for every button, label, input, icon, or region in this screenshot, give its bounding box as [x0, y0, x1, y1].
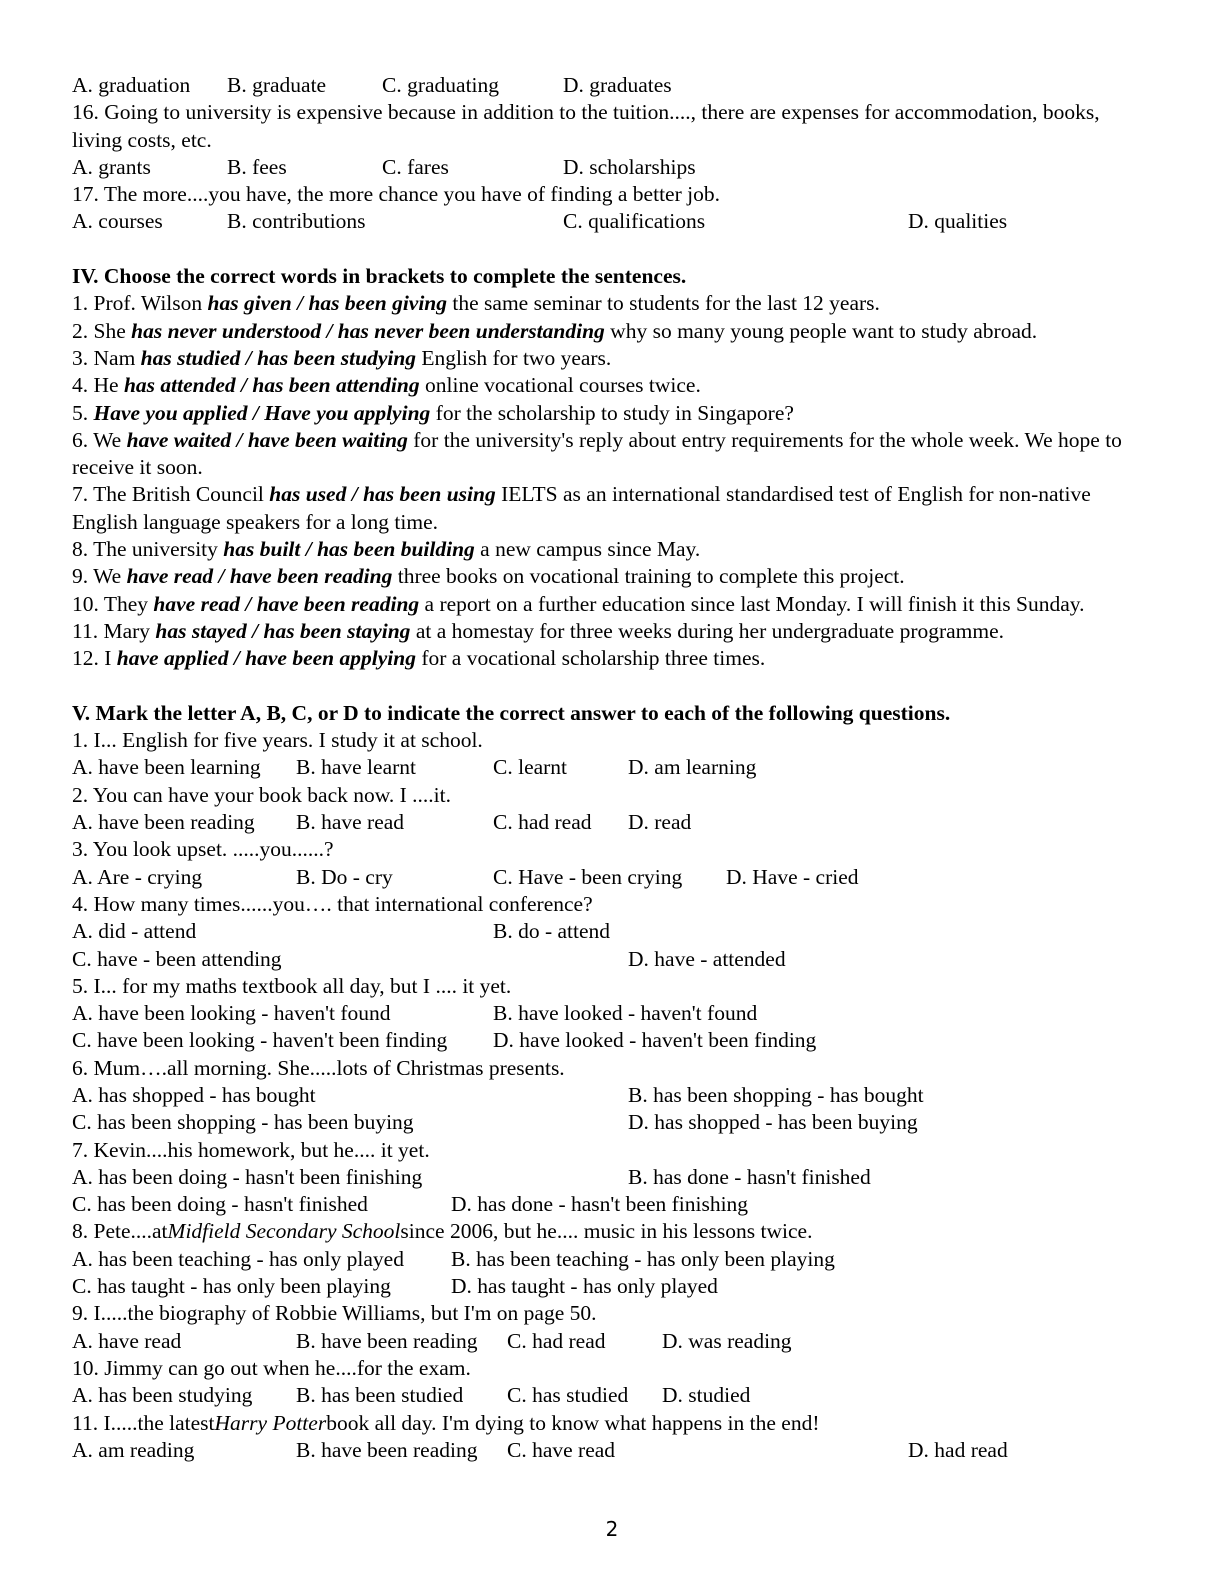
option[interactable]: A. have been learning	[72, 755, 261, 780]
q8-options	[72, 1246, 1152, 1273]
question: 5. I... for my maths textbook all day, but I .... it yet.	[72, 973, 512, 998]
option[interactable]: C. had read	[507, 1328, 606, 1353]
q5-options	[72, 1000, 1152, 1027]
q4-options	[72, 946, 1152, 973]
option[interactable]: D. am learning	[628, 755, 757, 780]
option[interactable]: D. has taught - has only played	[451, 1274, 718, 1299]
q5-options	[72, 1027, 1152, 1054]
option[interactable]: B. have read	[296, 810, 405, 835]
option[interactable]: A. have been reading	[72, 810, 255, 835]
question: 1. I... English for five years. I study it at school.	[72, 728, 483, 753]
sentence-item: 6. We have waited / have been waiting for the university's reply about entry requirements for the whole week. We hope to receive it soon.	[72, 427, 1122, 480]
option[interactable]: D. has shopped - has been buying	[628, 1110, 918, 1135]
option: B. graduate	[227, 73, 327, 97]
page-number: 2	[605, 1517, 619, 1541]
q4-options	[72, 918, 1152, 945]
option[interactable]: C. has been doing - hasn't finished	[72, 1192, 368, 1217]
question: 16. Going to university is expensive because in addition to the tuition...., there are expenses for accommodation, books, living costs, etc.	[72, 100, 1100, 152]
sentence-item: 5. Have you applied / Have you applying for the scholarship to study in Singapore?	[72, 400, 794, 425]
sentence-item: 4. He has attended / has been attending online vocational courses twice.	[72, 373, 701, 398]
option: D. qualities	[908, 209, 1008, 234]
option: A. courses	[72, 209, 163, 234]
section-heading: V. Mark the letter A, B, C, or D to indicate the correct answer to each of the following questions.	[72, 700, 951, 725]
q11-options	[72, 1437, 1152, 1464]
option[interactable]: A. am reading	[72, 1437, 195, 1462]
option[interactable]: C. Have - been crying	[493, 864, 683, 889]
option[interactable]: B. has been shopping - has bought	[628, 1082, 924, 1107]
section-iv-items	[72, 290, 1152, 672]
option[interactable]: D. studied	[662, 1383, 751, 1408]
option[interactable]: A. has been studying	[72, 1383, 253, 1408]
option[interactable]: B. have looked - haven't found	[493, 1001, 758, 1026]
sentence-item: 9. We have read / have been reading three books on vocational training to complete this project.	[72, 564, 905, 589]
question: 9. I.....the biography of Robbie Williams, but I'm on page 50.	[72, 1301, 597, 1326]
question: 2. You can have your book back now. I ....it.	[72, 782, 451, 807]
option: A. grants	[72, 154, 151, 179]
option[interactable]: D. was reading	[662, 1328, 792, 1353]
option[interactable]: A. has been doing - hasn't been finishing	[72, 1164, 423, 1189]
sentence-item: 10. They have read / have been reading a report on a further education since last Monday. I will finish it this Sunday.	[72, 591, 1085, 616]
q17-options	[72, 208, 1152, 235]
option: C. graduating	[382, 73, 500, 97]
option[interactable]: C. have been looking - haven't been finding	[72, 1028, 448, 1053]
choice-bracket[interactable]: have read / have been reading	[126, 564, 393, 589]
option: B. contributions	[227, 209, 366, 234]
option: B. fees	[227, 154, 287, 179]
worksheet-page	[72, 72, 1152, 1464]
question: 3. You look upset. .....you......?	[72, 837, 334, 862]
option[interactable]: C. has studied	[507, 1383, 629, 1408]
option[interactable]: A. has been teaching - has only played	[72, 1246, 404, 1271]
sentence-item: 11. Mary has stayed / has been staying at a homestay for three weeks during her undergraduate programme.	[72, 618, 1005, 643]
option[interactable]: A. have read	[72, 1328, 182, 1353]
option[interactable]: B. has been studied	[296, 1383, 464, 1408]
q16-options	[72, 154, 1152, 181]
q15-options	[72, 72, 1152, 99]
question: 10. Jimmy can go out when he....for the exam.	[72, 1355, 471, 1380]
option[interactable]: C. have read	[507, 1437, 616, 1462]
sentence-item: 7. The British Council has used / has been using IELTS as an international standardised test of English for non-native English language speakers for a long time.	[72, 482, 1091, 534]
option[interactable]: B. has done - hasn't finished	[628, 1164, 871, 1189]
choice-bracket[interactable]: have waited / have been waiting	[126, 427, 408, 452]
school-name: Midfield Secondary School	[167, 1219, 401, 1244]
sentence-item: 2. She has never understood / has never been understanding why so many young people want to study abroad.	[72, 318, 1038, 343]
option[interactable]: D. read	[628, 810, 692, 835]
choice-bracket[interactable]: has given / has been giving	[207, 291, 448, 316]
option: C. fares	[382, 154, 449, 179]
option[interactable]: C. has been shopping - has been buying	[72, 1110, 414, 1135]
option[interactable]: B. has been teaching - has only been playing	[451, 1246, 835, 1271]
option: D. scholarships	[563, 154, 696, 179]
option[interactable]: B. Do - cry	[296, 864, 393, 889]
q8-options	[72, 1273, 1152, 1300]
q7-options	[72, 1164, 1152, 1191]
option[interactable]: C. had read	[493, 810, 592, 835]
choice-bracket[interactable]: has used / has been using	[269, 482, 496, 507]
option[interactable]: B. have learnt	[296, 755, 416, 780]
question: 6. Mum….all morning. She.....lots of Christmas presents.	[72, 1055, 565, 1080]
q6-options	[72, 1109, 1152, 1136]
section-heading: IV. Choose the correct words in brackets to complete the sentences.	[72, 264, 687, 289]
sentence-item: 8. The university has built / has been building a new campus since May.	[72, 537, 701, 562]
choice-bracket[interactable]: has never understood / has never been understanding	[131, 318, 605, 343]
option[interactable]: D. have - attended	[628, 946, 786, 971]
book-title: Harry Potter	[214, 1410, 327, 1435]
choice-bracket[interactable]: Have you applied / Have you applying	[93, 400, 431, 425]
option: C. qualifications	[563, 209, 706, 234]
option[interactable]: D. have looked - haven't been finding	[493, 1028, 817, 1053]
q3-options	[72, 864, 1152, 891]
question: 17. The more....you have, the more chance you have of finding a better job.	[72, 182, 720, 207]
option[interactable]: D. has done - hasn't been finishing	[451, 1192, 749, 1217]
question: 4. How many times......you…. that international conference?	[72, 891, 593, 916]
option[interactable]: C. learnt	[493, 755, 568, 780]
option[interactable]: B. have been reading	[296, 1328, 478, 1353]
option: A. graduation	[72, 73, 191, 97]
option[interactable]: C. has taught - has only been playing	[72, 1274, 391, 1299]
option[interactable]: D. had read	[908, 1437, 1008, 1462]
choice-bracket[interactable]: has stayed / has been staying	[155, 618, 411, 643]
q1-options	[72, 754, 1152, 781]
sentence-item: 3. Nam has studied / has been studying English for two years.	[72, 345, 612, 370]
choice-bracket[interactable]: have applied / have been applying	[116, 646, 416, 671]
q7-options	[72, 1191, 1152, 1218]
option[interactable]: D. Have - cried	[726, 864, 859, 889]
option[interactable]: A. Are - crying	[72, 864, 203, 889]
option[interactable]: C. have - been attending	[72, 946, 282, 971]
choice-bracket[interactable]: has built / has been building	[223, 537, 475, 562]
option[interactable]: A. have been looking - haven't found	[72, 1001, 391, 1026]
option[interactable]: B. have been reading	[296, 1437, 478, 1462]
question: 8. Pete....at Midfield Secondary School since 2006, but he.... music in his lessons twice.	[72, 1218, 1152, 1245]
question: 11. I.....the latest Harry Potter book all day. I'm dying to know what happens in the end!	[72, 1410, 1152, 1437]
sentence-item: 1. Prof. Wilson has given / has been giving the same seminar to students for the last 12 years.	[72, 291, 880, 316]
choice-bracket[interactable]: has studied / has been studying	[140, 345, 417, 370]
option: D. graduates	[563, 73, 672, 97]
q6-options	[72, 1082, 1152, 1109]
choice-bracket[interactable]: has attended / has been attending	[123, 373, 420, 398]
q10-options	[72, 1382, 1152, 1409]
sentence-item: 12. I have applied / have been applying for a vocational scholarship three times.	[72, 646, 766, 671]
choice-bracket[interactable]: have read / have been reading	[153, 591, 420, 616]
option[interactable]: A. did - attend	[72, 919, 197, 944]
q9-options	[72, 1328, 1152, 1355]
question: 7. Kevin....his homework, but he.... it yet.	[72, 1137, 430, 1162]
q2-options	[72, 809, 1152, 836]
option[interactable]: B. do - attend	[493, 919, 611, 944]
option[interactable]: A. has shopped - has bought	[72, 1082, 316, 1107]
